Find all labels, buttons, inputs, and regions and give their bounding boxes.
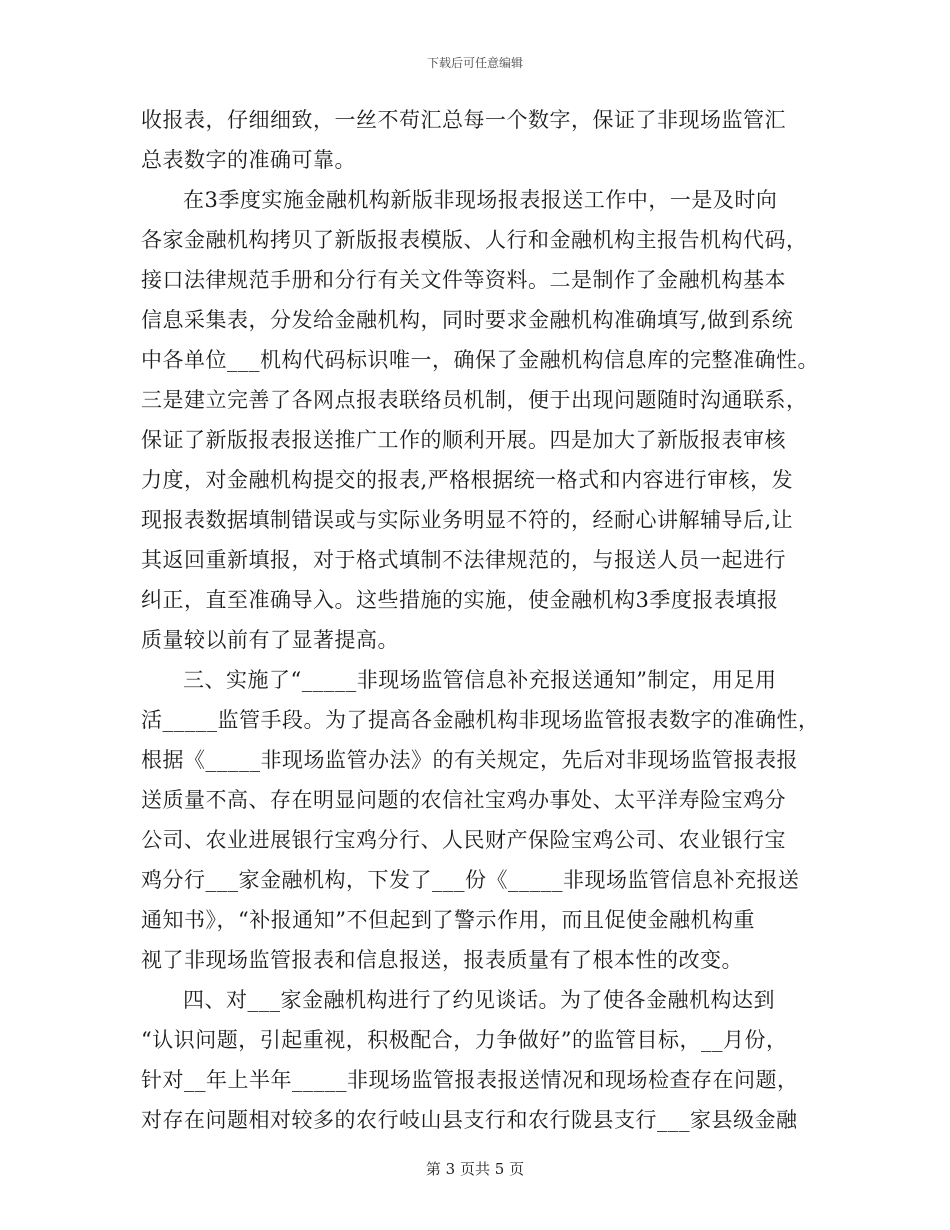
text-line: 活_____监管手段。为了提高各金融机构非现场监管报表数字的准确性， <box>141 708 820 732</box>
text-line: 其返回重新填报，对于格式填制不法律规范的，与报送人员一起进行 <box>141 548 786 572</box>
document-body <box>141 100 820 1140</box>
text-line: 送质量不高、存在明显问题的农信社宝鸡办事处、太平洋寿险宝鸡分 <box>141 788 786 812</box>
text-line: 视了非现场监管报表和信息报送，报表质量有了根本性的改变。 <box>141 948 743 972</box>
page-header: 下载后可任意编辑 <box>426 56 523 70</box>
text-line: 总表数字的准确可靠。 <box>141 148 356 172</box>
text-line: 根据《_____非现场监管办法》的有关规定，先后对非现场监管报表报 <box>141 748 798 772</box>
page-number: 第 3 页共 5 页 <box>425 1160 525 1178</box>
text-line: 纠正，直至准确导入。这些措施的实施，使金融机构3季度报表填报 <box>141 588 779 612</box>
text-line: “认识问题，引起重视，积极配合，力争做好”的监管目标，__月份， <box>141 1028 788 1052</box>
text-line: 三是建立完善了各网点报表联络员机制，便于出现问题随时沟通联系， <box>141 388 808 412</box>
text-line: 针对__年上半年_____非现场监管报表报送情况和现场检查存在问题， <box>141 1068 799 1092</box>
text-line: 四、对___家金融机构进行了约见谈话。为了使各金融机构达到 <box>183 988 775 1012</box>
text-line: 质量较以前有了显著提高。 <box>141 628 399 652</box>
text-line: 对存在问题相对较多的农行岐山县支行和农行陇县支行___家县级金融 <box>141 1108 798 1132</box>
text-line: 接口法律规范手册和分行有关文件等资料。二是制作了金融机构基本 <box>141 268 786 292</box>
text-line: 力度，对金融机构提交的报表,严格根据统一格式和内容进行审核，发 <box>141 468 794 492</box>
text-line: 保证了新版报表报送推广工作的顺利开展。四是加大了新版报表审核 <box>141 428 786 452</box>
text-line: 鸡分行___家金融机构，下发了___份《_____非现场监管信息补充报送 <box>141 868 800 892</box>
text-line: 公司、农业进展银行宝鸡分行、人民财产保险宝鸡公司、农业银行宝 <box>141 828 786 852</box>
text-line: 三、实施了“_____非现场监管信息补充报送通知”制定，用足用 <box>183 668 777 692</box>
text-line: 中各单位___机构代码标识唯一，确保了金融机构信息库的完整准确性。 <box>141 348 819 372</box>
text-line: 通知书》，“补报通知”不但起到了警示作用，而且促使金融机构重 <box>141 908 755 932</box>
text-line: 在3季度实施金融机构新版非现场报表报送工作中，一是及时向 <box>183 188 778 212</box>
text-line: 现报表数据填制错误或与实际业务明显不符的，经耐心讲解辅导后,让 <box>141 508 794 532</box>
text-line: 信息采集表，分发给金融机构，同时要求金融机构准确填写,做到系统 <box>141 308 794 332</box>
text-line: 各家金融机构拷贝了新版报表模版、人行和金融机构主报告机构代码， <box>141 228 808 252</box>
text-line: 收报表，仔细细致，一丝不苟汇总每一个数字，保证了非现场监管汇 <box>141 108 786 132</box>
